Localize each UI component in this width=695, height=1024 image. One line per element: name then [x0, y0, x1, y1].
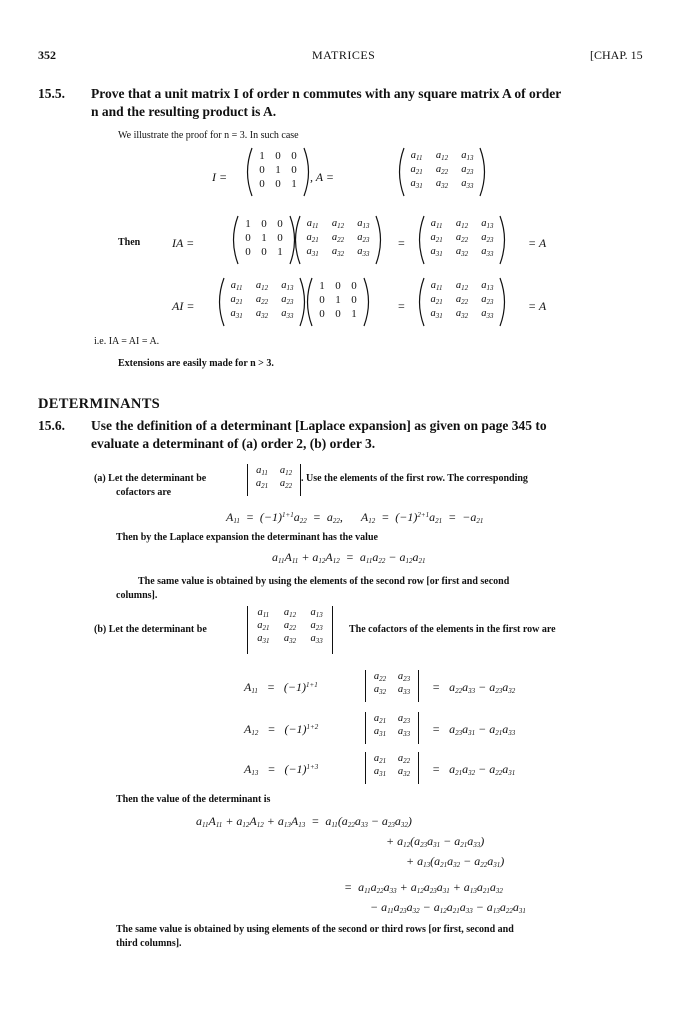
cofactor-A13: $A_{13} = (-1)^{1+3}$	[244, 762, 319, 777]
identity-matrix: 1 0 0 0 1 0 0 0 1	[242, 146, 314, 198]
label-A: , A =	[310, 170, 334, 184]
equals-A-2: = A	[528, 299, 547, 313]
expansion-line4: = $a_{11}a_{22}a_{33} + a_{12}a_{23}a_{31} + a_{13}a_{21}a_{32}$	[344, 880, 503, 895]
problem-15-6-statement-line1: Use the definition of a determinant [Laplace expansion] as given on page 345 to	[91, 418, 547, 433]
minor-A12: $a_{21}$ $a_{23}$ $a_{31}$ $a_{33}$	[365, 712, 419, 744]
part-a-then: Then by the Laplace expansion the determinant has the value	[116, 532, 378, 543]
part-a-cofactors: $A_{11} = (-1)^{1+1}a_{22} = a_{22}$, $A_{12} = (-1)^{2+1}a_{21} = -a_{21}$	[226, 510, 484, 525]
matrix-A-IA: $a_{11}$ $a_{12}$ $a_{13}$ $a_{21}$ $a_{22}$ $a_{23}$ $a_{31}$ $a_{32}$ $a_{33}$	[290, 214, 386, 266]
running-title: MATRICES	[312, 48, 376, 62]
part-b-label: (b) Let the determinant be	[94, 624, 207, 635]
cofactor-A12-value: = $a_{23}a_{31} - a_{21}a_{33}$	[432, 722, 516, 737]
section-title: DETERMINANTS	[38, 396, 161, 412]
problem-15-5-statement-line1: Prove that a unit matrix I of order n commutes with any square matrix A of order	[91, 86, 562, 101]
part-b-same-line1: The same value is obtained by using elements of the second or third rows [or first, second and	[116, 924, 514, 935]
determinant-3x3: $a_{11}$ $a_{12}$ $a_{13}$ $a_{21}$ $a_{22}$ $a_{23}$ $a_{31}$ $a_{32}$ $a_{33}$	[247, 606, 333, 654]
conclusion-line: i.e. IA = AI = A.	[94, 336, 160, 347]
matrix-A-AI: $a_{11}$ $a_{12}$ $a_{13}$ $a_{21}$ $a_{22}$ $a_{23}$ $a_{31}$ $a_{32}$ $a_{33}$	[214, 276, 310, 328]
problem-15-5-statement-line2: n and the resulting product is A.	[91, 104, 277, 119]
equals-sign: =	[398, 236, 405, 250]
problem-15-6-statement-line2: evaluate a determinant of (a) order 2, (b) order 3.	[91, 436, 376, 451]
minor-A13: $a_{21}$ $a_{22}$ $a_{31}$ $a_{32}$	[365, 752, 419, 784]
proof-intro: We illustrate the proof for n = 3. In such case	[118, 130, 299, 141]
part-a-text-2: cofactors are	[116, 487, 172, 498]
identity-matrix-IA: 1 0 0 0 1 0 0 0 1	[228, 214, 300, 266]
cofactor-A13-value: = $a_{21}a_{32} - a_{22}a_{31}$	[432, 762, 516, 777]
identity-matrix-AI: 1 0 0 0 1 0 0 0 1	[302, 276, 374, 328]
part-a-same-line1: The same value is obtained by using the elements of the second row [or first and second	[138, 576, 510, 587]
label-IA: IA =	[172, 236, 195, 250]
label-I: I =	[212, 170, 228, 184]
cofactor-A12: $A_{12} = (-1)^{1+2}$	[244, 722, 319, 737]
problem-number-15-5: 15.5.	[38, 86, 65, 101]
part-a-label: (a) Let the determinant be	[94, 473, 207, 484]
cofactor-A11-value: = $a_{22}a_{33} - a_{23}a_{32}$	[432, 680, 516, 695]
minor-A11: $a_{22}$ $a_{23}$ $a_{32}$ $a_{33}$	[365, 670, 419, 702]
problem-number-15-6: 15.6.	[38, 418, 65, 433]
matrix-A: $a_{11}$ $a_{12}$ $a_{13}$ $a_{21}$ $a_{22}$ $a_{23}$ $a_{31}$ $a_{32}$ $a_{33}$	[394, 146, 490, 198]
equals-A: = A	[528, 236, 547, 250]
expansion-line5: − $a_{11}a_{23}a_{32} - a_{12}a_{21}a_{33} - a_{13}a_{22}a_{31}$	[370, 900, 526, 915]
then-label: Then	[118, 237, 141, 248]
page-number: 352	[38, 48, 56, 62]
matrix-A-result-AI: $a_{11}$ $a_{12}$ $a_{13}$ $a_{21}$ $a_{22}$ $a_{23}$ $a_{31}$ $a_{32}$ $a_{33}$	[414, 276, 510, 328]
expansion-line2: + $a_{12}(a_{23}a_{31} - a_{21}a_{33})$	[386, 834, 485, 849]
cofactor-A11: $A_{11} = (-1)^{1+1}$	[244, 680, 318, 695]
part-a-value: $a_{11}A_{11} + a_{12}A_{12} = a_{11}a_{22} - a_{12}a_{21}$	[272, 550, 426, 565]
part-a-text: . Use the elements of the first row. The corresponding	[301, 473, 528, 484]
part-b-text: The cofactors of the elements in the first row are	[349, 624, 556, 635]
part-b-then: Then the value of the determinant is	[116, 794, 271, 805]
expansion-line1: $a_{11}A_{11} + a_{12}A_{12} + a_{13}A_{13} = a_{11}(a_{22}a_{33} - a_{23}a_{32})$	[196, 814, 412, 829]
determinant-2x2: $a_{11}$ $a_{12}$ $a_{21}$ $a_{22}$	[247, 464, 301, 496]
chapter-label: [CHAP. 15	[590, 48, 643, 62]
part-b-same-line2: third columns].	[116, 938, 182, 949]
extension-note: Extensions are easily made for n > 3.	[118, 358, 274, 369]
label-AI: AI =	[172, 299, 195, 313]
part-a-same-line2: columns].	[116, 590, 158, 601]
matrix-A-result-IA: $a_{11}$ $a_{12}$ $a_{13}$ $a_{21}$ $a_{22}$ $a_{23}$ $a_{31}$ $a_{32}$ $a_{33}$	[414, 214, 510, 266]
expansion-line3: + $a_{13}(a_{21}a_{32} - a_{22}a_{31})$	[406, 854, 505, 869]
equals-sign-2: =	[398, 299, 405, 313]
